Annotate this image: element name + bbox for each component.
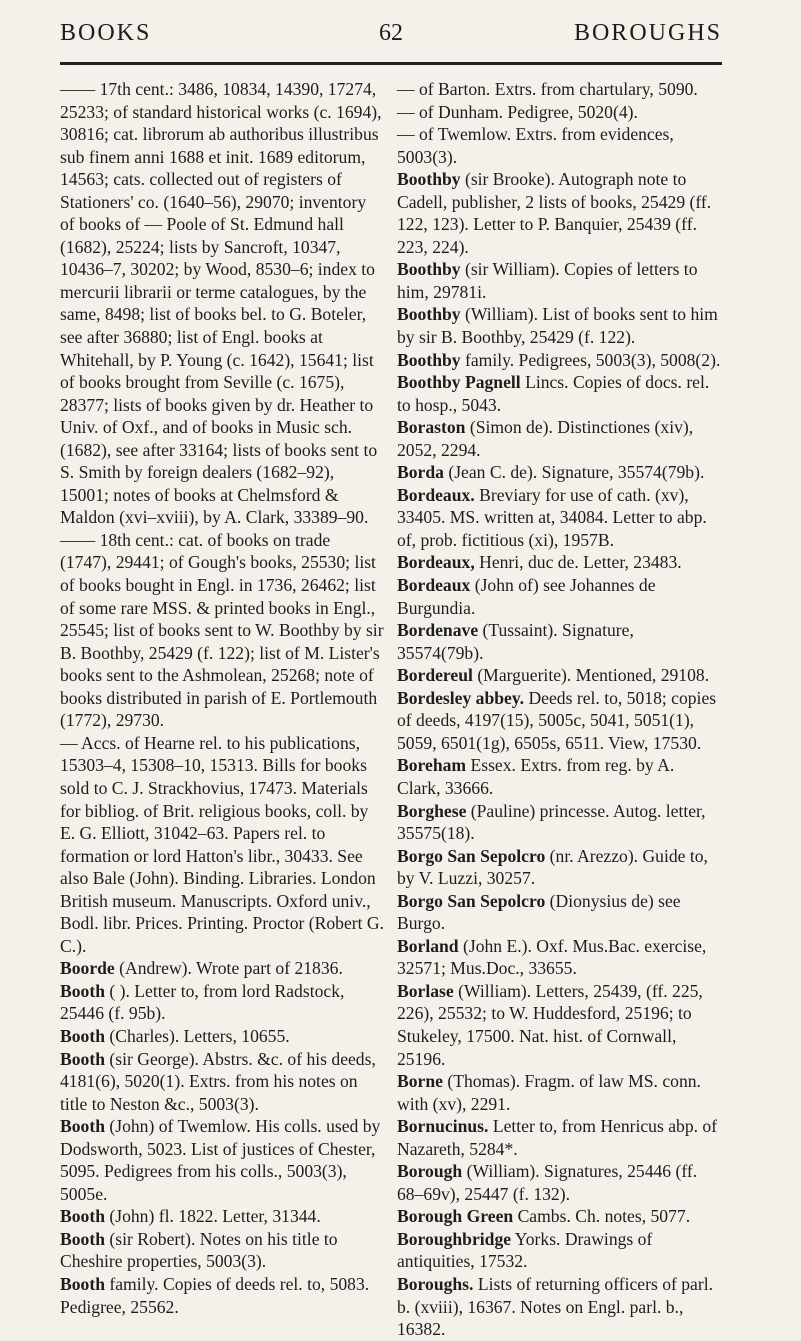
index-entry	[60, 980, 385, 1025]
index-entry	[397, 258, 722, 303]
entry-text: (John) fl. 1822. Letter, 31344.	[104, 1206, 321, 1227]
header-left: BOOKS	[60, 20, 152, 46]
index-entry	[397, 935, 722, 980]
index-entry	[397, 1205, 722, 1228]
running-header	[60, 20, 722, 54]
entry-headword: Borgo San Sepolcro	[397, 890, 546, 911]
entry-headword: Boraston	[397, 417, 466, 438]
entry-text: — of Twemlow. Extrs. from evidences, 5003(3).	[397, 124, 674, 167]
entry-headword: Bordereul	[397, 665, 473, 686]
entry-text: (John of) see Johannes de Burgundia.	[397, 575, 656, 618]
entry-headword: Bordeaux.	[397, 484, 475, 505]
entry-text: (sir George). Abstrs. &c. of his deeds, 4181(6), 5020(1). Extrs. from his notes on title to Neston &c., 5003(3).	[60, 1048, 376, 1114]
entry-text: (Jean C. de). Signature, 35574(79b).	[443, 462, 705, 483]
index-entry	[397, 800, 722, 845]
index-entry	[60, 1273, 385, 1318]
index-entry	[397, 845, 722, 890]
index-entry	[397, 78, 722, 101]
index-entry	[60, 1048, 385, 1116]
entry-headword: Booth	[60, 1025, 105, 1046]
entry-text: (sir Robert). Notes on his title to Cheshire properties, 5003(3).	[60, 1228, 338, 1272]
entry-headword: Boothby Pagnell	[397, 372, 521, 393]
index-entry	[60, 957, 385, 980]
index-entry	[60, 1205, 385, 1228]
page-number: 62	[379, 20, 403, 46]
entry-text: —— 17th cent.: 3486, 10834, 14390, 17274, 25233; of standard historical works (c. 1694), 30816; cat. librorum ab authoribus illustribus sub finem anni 1688 et init. 1689 editorum, 14563; cats. collected out of registers of Stationers' co. (1640–56), 29070; inventory of books of — Poole of St. Edmund hall (1682), 25224; lists by Sancroft, 10347, 10436–7, 30202; by Wood, 8530–6; index to mercurii librarii or terme catalogues, by the same, 8498; list of books bel. to G. Boteler, see after 36880; list of Engl. books at Whitehall, by P. Young (c. 1642), 15641; list of books brought from Seville (c. 1675), 28377; lists of books given by dr. Heather to Univ. of Oxf., and of books in Music sch. (1682), see after 33164; lists of books sent to S. Smith by foreign dealers (1682–92), 15001; notes of books at Chelmsford & Maldon (xvi–xviii), by A. Clark, 33389–90.	[60, 79, 382, 528]
index-entry	[397, 1115, 722, 1160]
entry-text: — Accs. of Hearne rel. to his publications, 15303–4, 15308–10, 15313. Bills for books sold to C. J. Strackhovius, 17473. Materials for bibliog. of Brit. religious books, coll. by E. G. Elliott, 31042–63. Papers rel. to formation or lord Hatton's libr., 30433. See also Bale (John). Binding. Libraries. London British museum. Manuscripts. Oxford univ., Bodl. libr. Prices. Printing. Proctor (Robert G. C.).	[60, 732, 384, 956]
entry-text: (John E.). Oxf. Mus.Bac. exercise, 32571; Mus.Doc., 33655.	[397, 935, 707, 979]
entry-text: (Tussaint). Signature, 35574(79b).	[397, 620, 634, 663]
index-entry	[397, 371, 722, 416]
index-entry	[397, 416, 722, 461]
header-rule	[60, 62, 722, 65]
entry-text: (John) of Twemlow. His colls. used by Dodsworth, 5023. List of justices of Chester, 5095. Pedigrees from his colls., 5003(3), 5005e.	[60, 1116, 381, 1204]
index-entry	[397, 101, 722, 124]
index-entry	[397, 1160, 722, 1205]
entry-headword: Borough	[397, 1161, 463, 1182]
entry-headword: Boorde	[60, 958, 115, 979]
entry-text: Yorks. Drawings of antiquities, 17532.	[397, 1228, 653, 1272]
entry-text: (Marguerite). Mentioned, 29108.	[472, 665, 710, 686]
entry-headword: Booth	[60, 1116, 105, 1137]
index-entry	[397, 123, 722, 168]
entry-text: (Simon de). Distinctiones (xiv), 2052, 2294.	[397, 417, 694, 460]
entry-headword: Bordenave	[397, 620, 479, 641]
entry-text: (sir Brooke). Autograph note to Cadell, publisher, 2 lists of books, 25429 (ff. 122, 123). Letter to P. Banquier, 25439 (ff. 223, 224).	[397, 169, 712, 257]
entry-headword: Borgo San Sepolcro	[397, 845, 546, 866]
index-entry	[397, 1070, 722, 1115]
entry-text: Letter to, from Henricus abp. of Nazareth, 5284*.	[397, 1116, 718, 1159]
entry-headword: Boroughbridge	[397, 1228, 512, 1249]
entry-headword: Boothby	[397, 304, 461, 325]
entry-headword: Booth	[60, 1228, 105, 1249]
index-entry	[60, 732, 385, 957]
entry-text: family. Copies of deeds rel. to, 5083. Pedigree, 25562.	[60, 1273, 370, 1317]
index-entry	[397, 1228, 722, 1273]
index-entry	[397, 349, 722, 372]
index-entry	[397, 619, 722, 664]
index-entry	[397, 980, 722, 1070]
entry-text: (William). Signatures, 25446 (ff. 68–69v), 25447 (f. 132).	[397, 1161, 698, 1204]
entry-text: Breviary for use of cath. (xv), 33405. MS. written at, 34084. Letter to abp. of, prob. fictitious (xi), 1957B.	[397, 484, 707, 550]
entry-headword: Borghese	[397, 800, 467, 821]
entry-text: Cambs. Ch. notes, 5077.	[513, 1206, 691, 1227]
entry-headword: Borlase	[397, 980, 454, 1001]
index-entry	[397, 687, 722, 755]
entry-text: (sir William). Copies of letters to him, 29781i.	[397, 259, 698, 302]
entry-headword: Booth	[60, 1206, 105, 1227]
entry-text: — of Dunham. Pedigree, 5020(4).	[397, 101, 638, 122]
entry-headword: Borne	[397, 1071, 443, 1092]
right-column	[397, 78, 722, 1341]
index-entry	[60, 1025, 385, 1048]
index-entry	[60, 529, 385, 732]
entry-text: (Andrew). Wrote part of 21836.	[114, 958, 343, 979]
entry-text: (Dionysius de) see Burgo.	[397, 890, 681, 934]
entry-headword: Boothby	[397, 169, 461, 190]
entry-headword: Borland	[397, 935, 459, 956]
entry-text: Lincs. Copies of docs. rel. to hosp., 5043.	[397, 372, 710, 415]
index-entry	[60, 78, 385, 529]
entry-headword: Borough Green	[397, 1206, 514, 1227]
entry-text: Lists of returning officers of parl. b. (xviii), 16367. Notes on Engl. parl. b., 16382.	[397, 1273, 714, 1340]
entry-text: Essex. Extrs. from reg. by A. Clark, 33666.	[397, 755, 675, 798]
entry-text: (nr. Arezzo). Guide to, by V. Luzzi, 30257.	[397, 845, 708, 889]
index-entry	[397, 168, 722, 258]
entry-headword: Bordeaux,	[397, 552, 475, 573]
index-entry	[397, 1273, 722, 1341]
entry-text: Henri, duc de. Letter, 23483.	[474, 552, 682, 573]
entry-headword: Booth	[60, 1273, 105, 1294]
entry-headword: Booth	[60, 1048, 105, 1069]
entry-headword: Bordesley abbey.	[397, 687, 525, 708]
entry-headword: Bordeaux	[397, 575, 471, 596]
index-entry	[397, 303, 722, 348]
entry-text: Deeds rel. to, 5018; copies of deeds, 4197(15), 5005c, 5041, 5051(1), 5059, 6501(1g), 6505s, 6511. View, 17530.	[397, 687, 717, 753]
entry-text: (Charles). Letters, 10655.	[104, 1025, 290, 1046]
entry-headword: Boothby	[397, 259, 461, 280]
index-entry	[397, 664, 722, 687]
entry-headword: Boreham	[397, 755, 467, 776]
index-entry	[60, 1228, 385, 1273]
entry-headword: Boroughs.	[397, 1273, 474, 1294]
entry-headword: Borda	[397, 462, 444, 483]
entry-text: — of Barton. Extrs. from chartulary, 5090.	[397, 79, 698, 99]
left-column	[60, 78, 385, 1318]
index-entry	[397, 890, 722, 935]
entry-headword: Booth	[60, 980, 105, 1001]
entry-text: ( ). Letter to, from lord Radstock, 25446 (f. 95b).	[60, 980, 345, 1024]
index-entry	[60, 1115, 385, 1205]
index-entry	[397, 551, 722, 574]
entry-text: (William). List of books sent to him by sir B. Boothby, 25429 (f. 122).	[397, 304, 718, 348]
index-entry	[397, 461, 722, 484]
entry-text: (Thomas). Fragm. of law MS. conn. with (xv), 2291.	[397, 1071, 701, 1114]
index-entry	[397, 484, 722, 552]
entry-text: (William). Letters, 25439, (ff. 225, 226), 25532; to W. Huddesford, 25196; to Stukeley, 17500. Nat. hist. of Cornwall, 25196.	[397, 980, 703, 1069]
header-right: BOROUGHS	[573, 20, 722, 46]
entry-text: —— 18th cent.: cat. of books on trade (1747), 29441; of Gough's books, 25530; list of books bought in Engl. in 1736, 26462; list of some rare MSS. & printed books in Engl., 25545; list of books sent to W. Boothby by sir B. Boothby, 25429 (f. 122); list of M. Lister's books sent to the Ashmolean, 25268; note of books distributed in parish of E. Portlemouth (1772), 29730.	[60, 529, 384, 731]
index-entry	[397, 574, 722, 619]
entry-text: family. Pedigrees, 5003(3), 5008(2).	[460, 349, 721, 370]
entry-headword: Boothby	[397, 349, 461, 370]
index-entry	[397, 754, 722, 799]
entry-text: (Pauline) princesse. Autog. letter, 35575(18).	[397, 800, 706, 844]
entry-headword: Bornucinus.	[397, 1116, 489, 1137]
